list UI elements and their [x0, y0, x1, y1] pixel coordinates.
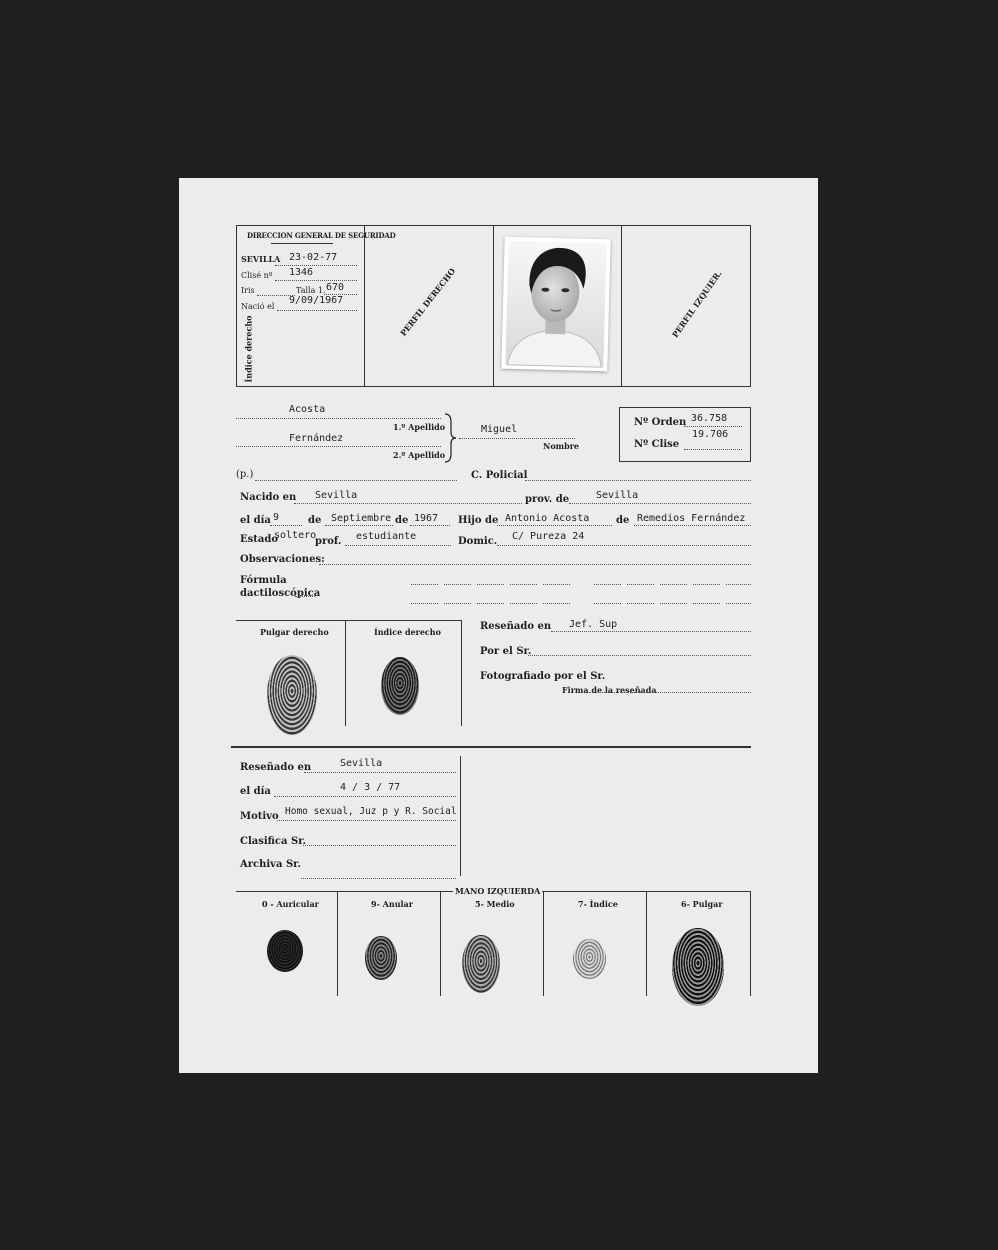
- dia-value: 9: [273, 512, 280, 523]
- apellido2-label: 2.º Apellido: [393, 450, 446, 460]
- left-pulgar-print: [672, 928, 724, 1006]
- orden-box: [619, 407, 751, 462]
- left-medio-print: [462, 935, 500, 993]
- dia-label: el día: [240, 515, 271, 526]
- orden-value: 36.758: [691, 413, 728, 424]
- left-anular-print: [365, 936, 397, 980]
- domic-label: Domic.: [458, 536, 498, 547]
- iris-label: Iris: [241, 286, 255, 295]
- motivo-label: Motivo: [240, 811, 279, 822]
- nacio-label: Nació el: [241, 302, 275, 311]
- padre-value: Antonio Acosta: [505, 513, 590, 524]
- orden-label: Nº Orden: [634, 417, 687, 428]
- perfil-derecho-label: PERFIL DERECHO: [398, 266, 458, 338]
- resenado-bottom-label: Reseñado en: [240, 762, 312, 773]
- c-policial-label: C. Policial: [471, 470, 528, 481]
- portrait-image: [501, 237, 610, 372]
- finger-label-medio: 5- Medio: [475, 899, 515, 909]
- left-indice-print: [573, 939, 606, 979]
- p-label: (p.): [236, 469, 254, 480]
- de3-label: de: [616, 515, 630, 526]
- madre-value: Remedios Fernández: [637, 513, 746, 524]
- estado-value: soltero: [274, 530, 317, 541]
- resenado-bottom-value: Sevilla: [340, 758, 383, 769]
- left-hand-title: MANO IZQUIERDA: [455, 886, 541, 896]
- city-date: 23-02-77: [289, 252, 338, 263]
- right-thumb-print: [267, 655, 317, 735]
- finger-label-pulgar: 6- Pulgar: [681, 899, 723, 909]
- talla-label: Talla 1.: [296, 286, 326, 295]
- dia-bottom-value: 4 / 3 / 77: [340, 782, 401, 793]
- apellido2-value: Fernández: [289, 433, 344, 444]
- left-auricular-print: [267, 930, 303, 972]
- motivo-value: Homo sexual, Juz p y R. Social: [285, 806, 457, 817]
- resenado-top-label: Reseñado en: [480, 621, 552, 632]
- prov-value: Sevilla: [596, 490, 639, 501]
- clise-order-value: 19.706: [692, 429, 729, 440]
- hijo-label: Hijo de: [458, 515, 499, 526]
- apellido1-value: Acosta: [289, 404, 326, 415]
- nacido-value: Sevilla: [315, 490, 358, 501]
- clise-label: Clisé nº: [241, 271, 273, 280]
- firma-label: Firma de la reseñada: [562, 685, 657, 695]
- foto-label: Fotografiado por el Sr.: [480, 671, 606, 682]
- nombre-label: Nombre: [543, 441, 580, 451]
- dia-bottom-label: el día: [240, 786, 271, 797]
- nacido-label: Nacido en: [240, 492, 297, 503]
- nombre-value: Miguel: [481, 424, 518, 435]
- observaciones-label: Observaciones:: [240, 554, 325, 565]
- resenado-top-value: Jef. Sup: [569, 619, 618, 630]
- mes-value: Septiembre: [331, 513, 392, 524]
- apellido1-label: 1.º Apellido: [393, 422, 446, 432]
- finger-label-anular: 9- Anular: [371, 899, 413, 909]
- clasifica-label: Clasifica Sr.: [240, 836, 307, 847]
- indice-derecho-vertical: Índice derecho: [243, 315, 254, 383]
- prov-label: prov. de: [525, 494, 570, 505]
- agency-title: DIRECCION GENERAL DE SEGURIDAD: [247, 231, 396, 240]
- estado-label: Estado: [240, 534, 279, 545]
- domic-value: C/ Pureza 24: [512, 531, 585, 542]
- finger-label-indice: 7- Índice: [578, 899, 618, 909]
- nacio-value: 9/09/1967: [289, 295, 344, 306]
- clise-order-label: Nº Clise: [634, 439, 680, 450]
- prof-label: prof.: [315, 536, 342, 547]
- city-label: SEVILLA: [241, 254, 281, 264]
- perfil-izquierdo-label: PERFIL IZQUIER.: [669, 268, 724, 340]
- de-label: de: [308, 515, 322, 526]
- formula-label-2: dactiloscópica: [240, 588, 321, 599]
- clise-value: 1346: [289, 267, 314, 278]
- police-record-sheet: [179, 178, 818, 1073]
- right-index-print: [381, 657, 419, 715]
- talla-value: 670: [326, 282, 345, 293]
- indice-derecho-label: Índice derecho: [374, 627, 441, 637]
- portrait-photo: [501, 237, 610, 372]
- pulgar-derecho-label: Pulgar derecho: [260, 627, 329, 637]
- formula-label-1: Fórmula: [240, 575, 287, 586]
- de2-label: de: [395, 515, 409, 526]
- section-divider: [231, 746, 751, 748]
- prof-value: estudiante: [356, 531, 417, 542]
- anio-value: 1967: [414, 513, 439, 524]
- name-brace: [443, 412, 457, 464]
- por-label: Por el Sr.: [480, 646, 532, 657]
- finger-label-auricular: 0 - Auricular: [262, 899, 319, 909]
- archiva-label: Archiva Sr.: [240, 859, 302, 870]
